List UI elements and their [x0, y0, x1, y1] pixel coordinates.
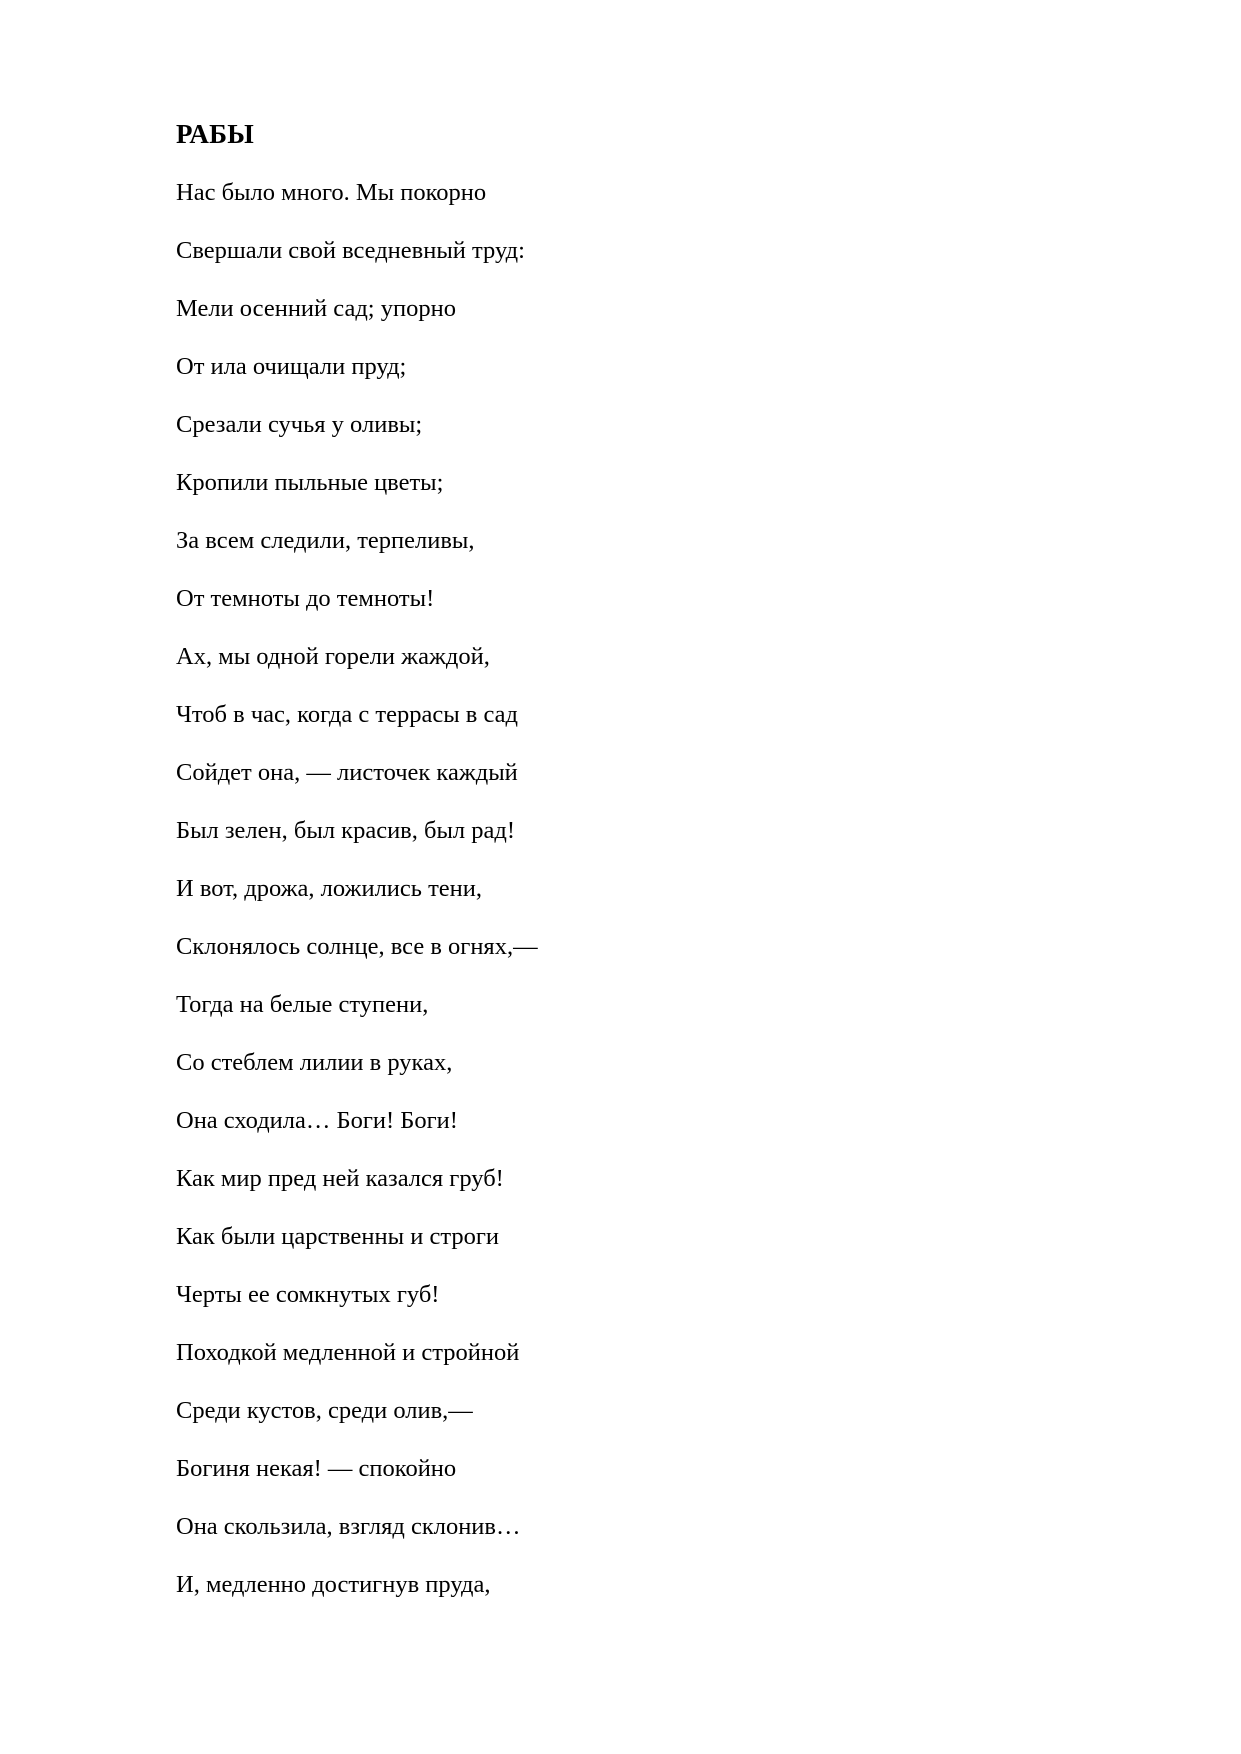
- poem-line: Сойдет она, — листочек каждый: [176, 759, 518, 786]
- poem-line: Черты ее сомкнутых губ!: [176, 1281, 440, 1308]
- poem-line: Среди кустов, среди олив,—: [176, 1397, 473, 1424]
- poem-line: Богиня некая! — спокойно: [176, 1455, 457, 1482]
- poem-line: И, медленно достигнув пруда,: [176, 1571, 491, 1598]
- poem-line: За всем следили, терпеливы,: [176, 527, 475, 554]
- poem-line: Срезали сучья у оливы;: [176, 411, 423, 438]
- poem-line: Свершали свой вседневный труд:: [176, 237, 525, 264]
- poem-line: Чтоб в час, когда с террасы в сад: [176, 701, 518, 728]
- poem-line: Ах, мы одной горели жаждой,: [176, 643, 490, 670]
- poem-line: И вот, дрожа, ложились тени,: [176, 875, 483, 902]
- poem-line: Она сходила… Боги! Боги!: [176, 1107, 458, 1134]
- poem-line: Она скользила, взгляд склонив…: [176, 1513, 521, 1540]
- poem-line: Склонялось солнце, все в огнях,—: [176, 933, 538, 960]
- poem-line: Кропили пыльные цветы;: [176, 469, 444, 496]
- poem-line: От темноты до темноты!: [176, 585, 435, 612]
- poem-line: Со стеблем лилии в руках,: [176, 1049, 453, 1076]
- poem-line: Тогда на белые ступени,: [176, 991, 429, 1018]
- poem-line: Как мир пред ней казался груб!: [176, 1165, 504, 1192]
- poem-line: Походкой медленной и стройной: [176, 1339, 520, 1366]
- poem-line: Мели осенний сад; упорно: [176, 295, 456, 322]
- poem-line: Как были царственны и строги: [176, 1223, 500, 1250]
- poem-line: Был зелен, был красив, был рад!: [176, 817, 516, 844]
- poem-line: Нас было много. Мы покорно: [176, 179, 487, 206]
- poem-line: От ила очищали пруд;: [176, 353, 407, 380]
- poem-body: [176, 175, 538, 1625]
- poem-title: РАБЫ: [176, 119, 255, 149]
